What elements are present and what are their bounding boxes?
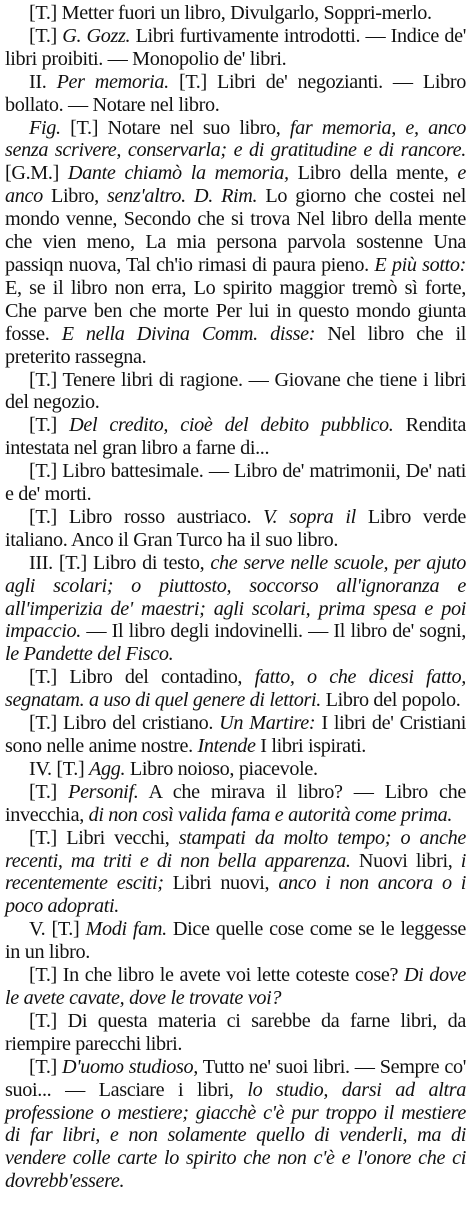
text-segment: [T.] Libri de' negozianti. — Libro bollato. — Notare nel libro. bbox=[5, 70, 466, 116]
text-segment: Lo giorno che costei nel mondo venne, Secondo che si trova Nel libro della mente che vien meno, La mia persona parvola sostenne Una passiqn nuova, Tal ch'io rimasi di paura pieno. bbox=[5, 185, 466, 276]
text-segment: [T.] Metter fuori un libro, Divulgarlo, Soppri-merlo. bbox=[29, 2, 432, 24]
text-segment: Libro della mente, bbox=[288, 162, 458, 185]
dictionary-entry bbox=[5, 781, 466, 827]
text-segment: Dice quelle cose come se le leggesse in un libro. bbox=[5, 918, 466, 964]
dictionary-entry bbox=[5, 758, 466, 781]
text-segment: Libri furtivamente introdotti. — Indice de' libri proibiti. — Monopolio de' libri. bbox=[5, 24, 467, 70]
text-segment: III. [T.] Libro di testo, bbox=[29, 551, 211, 574]
text-segment: [T.] In che libro le avete voi lette coteste cose? bbox=[29, 964, 404, 987]
text-segment: Libri nuovi, bbox=[163, 872, 279, 895]
italic-text-segment: Un Martire: bbox=[219, 712, 316, 735]
italic-text-segment: Del credito, cioè del debito pubblico. bbox=[69, 414, 394, 437]
text-segment: [T.] bbox=[29, 1055, 63, 1078]
text-segment: [T.] Libri vecchi, bbox=[29, 826, 179, 849]
italic-text-segment: Intende bbox=[197, 735, 256, 757]
dictionary-entry bbox=[5, 827, 466, 919]
text-segment: Rendita intestata nel gran libro a farne di... bbox=[5, 414, 467, 460]
text-segment: I libri de' Cristiani sono nelle anime nostre. bbox=[5, 712, 466, 757]
text-segment: [T.] bbox=[29, 24, 63, 47]
text-segment: [T.] bbox=[29, 780, 69, 803]
dictionary-entry bbox=[5, 1010, 466, 1056]
text-segment: A che mirava il libro? — Libro che invecchia, bbox=[5, 780, 466, 826]
text-segment: Nel libro che il preterito rassegna. bbox=[5, 322, 466, 368]
dictionary-entry bbox=[5, 369, 466, 415]
text-segment: [T.] Libro battesimale. — Libro de' matrimonii, De' nati e de' morti. bbox=[5, 460, 466, 506]
text-segment: Libro, bbox=[42, 185, 107, 208]
italic-text-segment: che serve nelle scuole, per ajuto agli scolari; o piuttosto, soccorso all'ignoranza e all'imperizia de' maestri; agli scolari, prima spesa e poi impaccio. bbox=[5, 551, 466, 643]
italic-text-segment: Di dove le avete cavate, dove le trovate voi? bbox=[5, 964, 466, 1009]
dictionary-entry bbox=[5, 460, 466, 506]
italic-text-segment: di non così valida fama e autorità come prima. bbox=[88, 803, 453, 826]
dictionary-entry bbox=[5, 666, 466, 712]
italic-text-segment: anco i non ancora o i poco adoprati. bbox=[5, 872, 467, 918]
dictionary-entry bbox=[5, 506, 466, 552]
dictionary-entry bbox=[5, 712, 466, 758]
italic-text-segment: far memoria, e, anco senza scrivere, conservarla; e di gratitudine e di rancore. bbox=[5, 116, 466, 162]
text-segment: [T.] Libro del contadino, bbox=[29, 666, 255, 689]
dictionary-entry bbox=[5, 414, 466, 460]
italic-text-segment: D'uomo studioso, bbox=[62, 1055, 198, 1078]
text-segment: E, se il libro non erra, Lo spirito maggior tremò sì forte, Che parve ben che morte Per lui in questo mondo giunta fosse. bbox=[5, 276, 466, 345]
italic-text-segment: E più sotto: bbox=[374, 253, 466, 276]
italic-text-segment: Modi fam. bbox=[85, 918, 167, 941]
text-segment: Nuovi libri, bbox=[350, 849, 461, 872]
text-segment: Tutto ne' suoi libri. — Sempre co' suoi... — Lasciare i libri, bbox=[5, 1055, 466, 1101]
dictionary-entry bbox=[5, 552, 466, 667]
text-segment: [T.] Notare nel suo libro, bbox=[60, 116, 290, 139]
dictionary-entry bbox=[5, 25, 466, 71]
dictionary-entry bbox=[5, 918, 466, 964]
dictionary-entry bbox=[5, 2, 466, 25]
italic-text-segment: senz'altro. D. Rim. bbox=[107, 185, 258, 208]
text-segment: V. [T.] bbox=[29, 918, 86, 941]
text-segment: [T.] Libro rosso austriaco. bbox=[29, 505, 264, 528]
italic-text-segment: le Pandette del Fisco. bbox=[5, 643, 174, 666]
text-segment: [T.] Libro del cristiano. bbox=[29, 712, 220, 735]
text-segment: IV. [T.] bbox=[29, 757, 90, 780]
italic-text-segment: fatto, o che dicesi fatto, segnatam. a uso di quel genere di lettori. bbox=[5, 666, 466, 712]
dictionary-entry bbox=[5, 117, 466, 369]
italic-text-segment: Per memoria. bbox=[56, 70, 169, 93]
text-segment: — Il libro degli indovinelli. — Il libro de' sogni, bbox=[80, 620, 466, 643]
italic-text-segment: lo studio, darsi ad altra professione o mestiere; giacchè c'è pur troppo il mestiere di far libri, e non solamente quello di venderli, ma di vendere colle carte lo spirito che non c'è e l'onore che ci dovrebb'essere. bbox=[5, 1078, 466, 1193]
text-segment: II. bbox=[29, 70, 57, 93]
italic-text-segment: Personif. bbox=[68, 780, 139, 803]
italic-text-segment: Agg. bbox=[89, 757, 126, 780]
dictionary-entry bbox=[5, 71, 466, 117]
text-segment: [T.] bbox=[29, 414, 70, 437]
dictionary-entry bbox=[5, 964, 466, 1010]
italic-text-segment: Dante chiamò la memoria, bbox=[67, 162, 289, 185]
dictionary-entry bbox=[5, 1056, 466, 1193]
text-segment: Libro del popolo. bbox=[320, 689, 461, 712]
text-segment: Libro noioso, piacevole. bbox=[125, 757, 318, 780]
text-segment: I libri ispirati. bbox=[255, 735, 366, 757]
italic-text-segment: Fig. bbox=[29, 116, 61, 139]
italic-text-segment: stampati da molto tempo; o anche recenti, ma triti e di non bella apparenza. bbox=[5, 826, 466, 872]
text-segment: [T.] Di questa materia ci sarebbe da farne libri, da riempire parecchi libri. bbox=[5, 1009, 466, 1055]
italic-text-segment: G. Gozz. bbox=[62, 24, 131, 47]
italic-text-segment: V. sopra il bbox=[263, 505, 356, 528]
text-segment: [T.] Tenere libri di ragione. — Giovane che tiene i libri del negozio. bbox=[5, 368, 466, 414]
italic-text-segment: e anco bbox=[5, 162, 466, 208]
text-segment: [G.M.] bbox=[5, 162, 68, 185]
italic-text-segment: i recentemente esciti; bbox=[5, 849, 466, 895]
text-segment: Libro verde italiano. Anco il Gran Turco ha il suo libro. bbox=[5, 505, 466, 551]
italic-text-segment: E nella Divina Comm. disse: bbox=[61, 322, 316, 345]
